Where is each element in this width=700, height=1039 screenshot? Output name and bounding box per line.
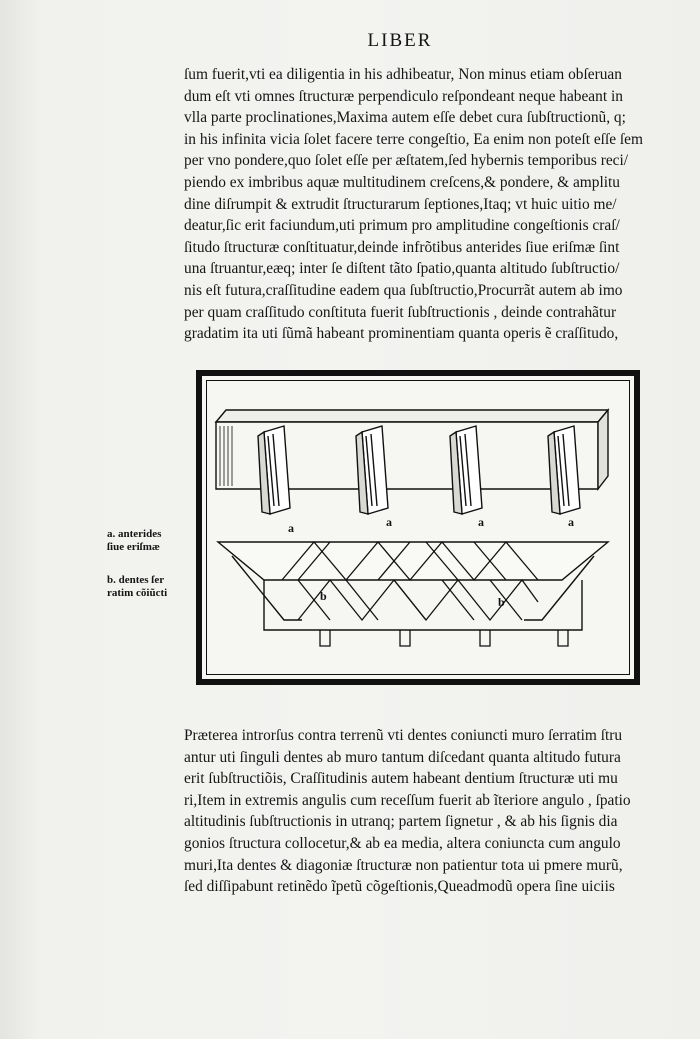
- running-head: LIBER: [367, 30, 433, 51]
- text-line: erit ſubſtructiõis, Craſſitudinis autem habeant dentium ſtructuræ uti mu: [184, 770, 618, 788]
- margin-note-line: ſiue eriſmæ: [107, 541, 160, 553]
- bottom-text-block: [184, 725, 654, 898]
- plan-view: [218, 542, 608, 646]
- text-line: dum eſt vti omnes ſtructuræ perpendiculo reſpondeant neque habeant in: [184, 87, 623, 105]
- text-line: antur uti ſinguli dentes ab muro tantum diſcedant quanta altitudo futura: [184, 748, 621, 766]
- text-line: ri,Item in extremis angulis cum receſſum fuerit ab ĩteriore angulo , ſpatio: [184, 791, 631, 809]
- text-line: per quam craſſitudo conſtituta fuerit ſubſtructionis , deinde contrahãtur: [184, 303, 617, 321]
- margin-note-a: [107, 528, 189, 554]
- figure-label-a: a: [568, 515, 574, 529]
- margin-note-line: b. dentes ſer: [107, 574, 165, 586]
- text-line: deatur,ſic erit faciundum,uti primum pro amplitudine congeſtionis craſ/: [184, 217, 620, 235]
- text-line: vlla parte proclinationes,Maxima autem eſſe debet cura ſubſtructionũ, q;: [184, 109, 626, 127]
- text-line: per vno pondere,quo ſolet eſſe per æſtatem,ſed hybernis temporibus reci/: [184, 152, 629, 170]
- plan-frame: [218, 542, 608, 580]
- buttress-1: [258, 426, 290, 514]
- buttress-2: [356, 426, 388, 514]
- buttress-3: [450, 426, 482, 514]
- plan-base: [264, 580, 582, 630]
- text-line: ſitudo ſtructuræ conſtituatur,deinde infrõtibus anterides ſiue eriſmæ ſint: [184, 238, 620, 256]
- figure-label-a: a: [478, 515, 484, 529]
- figure-label-b: b: [498, 595, 505, 609]
- text-line: muri,Ita dentes & diagoniæ ſtructuræ non patientur tota ui pmere murũ,: [184, 856, 623, 874]
- text-line: gradatim ita uti ſũmã habeant prominentiam quanta operis ẽ craſſitudo,: [184, 325, 619, 343]
- text-line: altitudinis ſubſtructionis in utranq; partem ſignetur , & ab his ſignis dia: [184, 813, 618, 831]
- woodcut-figure: [196, 370, 640, 685]
- text-line: piendo ex imbribus aquæ multitudinem creſcens,& pondere, & amplitu: [184, 173, 620, 191]
- text-line: dine diſrumpit & extrudit ſtructurarum ſeptiones,Itaq; vt huic uitio me/: [184, 195, 617, 213]
- margin-note-line: a. anterides: [107, 528, 162, 540]
- text-line: ſum fuerit,vti ea diligentia in his adhibeatur, Non minus etiam obſeruan: [184, 66, 622, 83]
- wall-top-face: [216, 410, 608, 422]
- margin-note-b: [107, 574, 189, 600]
- figure-label-a: a: [288, 521, 294, 535]
- text-line: in his infinita vicia ſolet facere terre congeſtio, Ea enim non poteſt eſſe ſem: [184, 130, 643, 148]
- text-line: nis eſt futura,craſſitudine eadem qua ſubſtructio,Procurrãt autem ab imo: [184, 281, 623, 299]
- text-line: una ſtruantur,eæq; inter ſe diſtent tãto ſpatio,quanta altitudo ſubſtructio/: [184, 260, 620, 278]
- text-line: gonios ſtructura collocetur,& ab ea media, altera coniuncta cum angulo: [184, 834, 621, 852]
- wall-elevation: [216, 410, 608, 514]
- buttress-4: [548, 426, 580, 514]
- text-line: Præterea introrſus contra terrenũ vti dentes coniuncti muro ſerratim ſtru: [184, 727, 623, 744]
- wall-side-face: [598, 410, 608, 489]
- text-line: ſed diſſipabunt retinẽdo ĩpetũ cõgeſtionis,Queadmodũ opera ſine uiciis: [184, 878, 615, 896]
- teeth: [320, 630, 568, 646]
- figure-label-a: a: [386, 515, 392, 529]
- retaining-wall-diagram: [202, 376, 634, 679]
- top-text-block: [184, 64, 654, 345]
- margin-note-line: ratim cõiũcti: [107, 587, 168, 599]
- figure-label-b: b: [320, 589, 327, 603]
